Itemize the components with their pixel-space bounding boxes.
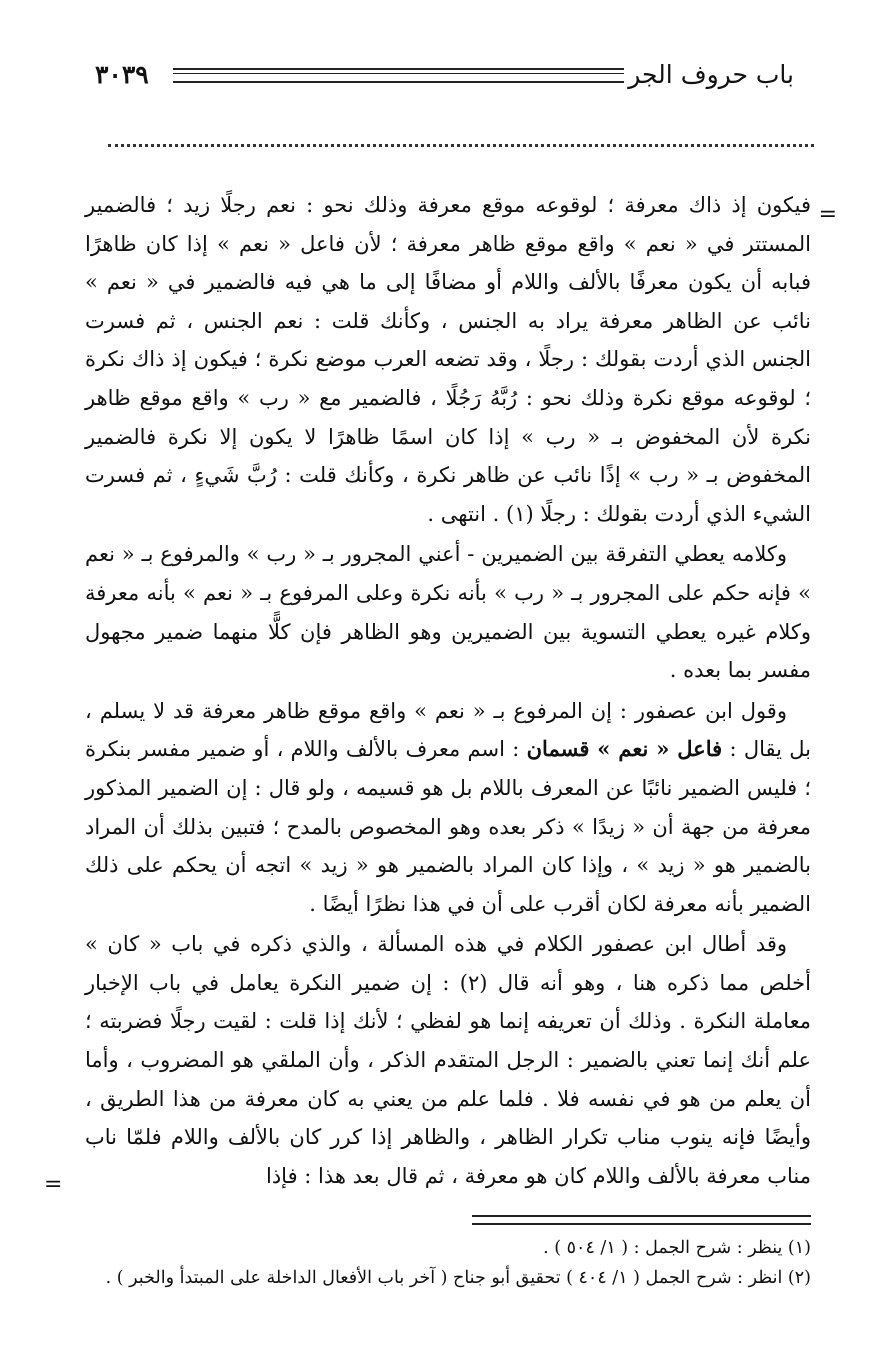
paragraph-4: وقد أطال ابن عصفور الكلام في هذه المسألة ، والذي ذكره في باب « كان » أخلص مما ذكره هنا ، وهو أنه قال (٢) : إن ضمير النكرة يعامل في باب الإخبار معاملة النكرة . وذلك أن تعريفه إنما هو لفظي ؛ لأنك إذا قلت : لقيت رجلًا فضربته ؛ علم أنك إنما تعني بالضمير : الرجل المتقدم الذكر ، وأن الملقي هو المضروب ، وأما أن يعلم من هو في نفسه فلا . فلما علم من يعني به كان معرفة من هذا الطريق ، وأيضًا فإنه ينوب مناب تكرار الظاهر ، والظاهر إذا كرر كان بالألف واللام فلمّا ناب مناب معرفة بالألف واللام كان هو معرفة ، ثم قال بعد هذا : فإذا xyxy=(85,932,811,1188)
page-number: ٣٠٣٩ xyxy=(95,60,149,89)
continuation-mark-end: = xyxy=(44,1172,63,1197)
paragraph-3-lead: وقول ابن عصفور : إن المرفوع بـ « نعم » واقع موقع ظاهر معرفة قد لا يسلم ، بل يقال : xyxy=(85,698,811,762)
bold-phrase: فاعل « نعم » قسمان xyxy=(526,736,723,762)
footnotes xyxy=(105,1233,811,1293)
footnote-2: (٢) انظر : شرح الجمل ( ١/ ٤٠٤ ) تحقيق أبو جناح ( آخر باب الأفعال الداخلة على المبتدأ والخبر ) . xyxy=(105,1268,811,1288)
main-text xyxy=(85,186,811,1195)
paragraph-3 xyxy=(85,692,811,924)
dotted-separator xyxy=(108,144,814,153)
paragraph-3-rest: : اسم معرف بالألف واللام ، أو ضمير مفسر بنكرة ؛ فليس الضمير نائبًا عن المعرف باللام بل هو قسيمه ، ولو قال : إن الضمير المذكور معرفة من جهة أن « زيدًا » ذكر بعده وهو المخصوص بالمدح ؛ فتبين بذلك أن المراد بالضمير هو « زيد » ، وإذا كان المراد بالضمير هو « زيد » اتجه أن يحكم على ذلك الضمير بأنه معرفة لكان أقرب على أن في هذا نظرًا أيضًا . xyxy=(85,737,811,916)
chapter-title: باب حروف الجر xyxy=(628,60,794,89)
header-rule xyxy=(173,68,624,83)
footnote-rule xyxy=(472,1215,811,1225)
footnote-1: (١) ينظر : شرح الجمل : ( ١/ ٥٠٤ ) . xyxy=(543,1238,811,1258)
paragraph-2: وكلامه يعطي التفرقة بين الضميرين - أعني المجرور بـ « رب » والمرفوع بـ « نعم » فإنه حكم على المجرور بـ « رب » بأنه نكرة وعلى المرفوع بـ « نعم » بأنه معرفة وكلام غيره يعطي التسوية بين الضميرين وهو الظاهر فإن كلًّا منهما ضمير مجهول مفسر بما بعده . xyxy=(85,542,811,683)
running-header xyxy=(95,56,794,96)
paragraph-1: فيكون إذ ذاك معرفة ؛ لوقوعه موقع معرفة وذلك نحو : نعم رجلًا زيد ؛ فالضمير المستتر في « نعم » واقع موقع ظاهر معرفة ؛ لأن فاعل « نعم » إذا كان ظاهرًا فبابه أن يكون معرفًا بالألف واللام أو مضافًا إلى ما هي فيه فالضمير في « نعم » نائب عن الظاهر معرفة يراد به الجنس ، وكأنك قلت : نعم الجنس ، ثم فسرت الجنس الذي أردت بقولك : رجلًا ، وقد تضعه العرب موضع نكرة ؛ فيكون إذ ذاك نكرة ؛ لوقوعه موقع نكرة وذلك نحو : رُبَّهُ رَجُلًا ، فالضمير مع « رب » واقع موقع ظاهر نكرة لأن المخفوض بـ « رب » إذا كان اسمًا ظاهرًا لا يكون إلا نكرة فالضمير المخفوض بـ « رب » إذًا نائب عن ظاهر نكرة ، وكأنك قلت : رُبَّ شَيءٍ ، ثم فسرت الشيء الذي أردت بقولك : رجلًا (١) . انتهى . xyxy=(85,193,811,526)
continuation-mark-start: = xyxy=(818,202,837,227)
